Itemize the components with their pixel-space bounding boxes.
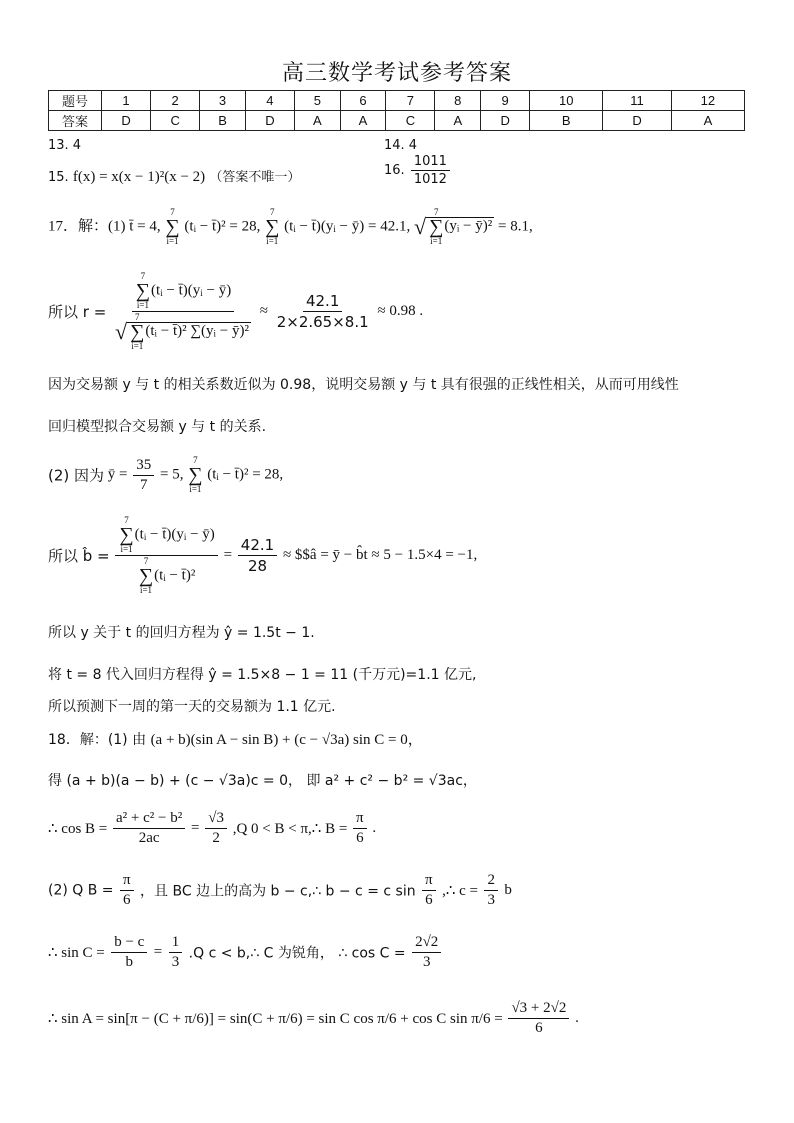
q17-part2-head: (2) 因为 xyxy=(48,466,105,485)
question-number: 12 xyxy=(671,91,744,111)
sum-symbol: 7 ∑ i=1 xyxy=(165,207,180,246)
answer-16-label: 16. xyxy=(384,163,405,178)
q17-sum-t: (tᵢ − t̄)² = 28, xyxy=(184,218,261,235)
q17-tbar: t̄ = 4, xyxy=(129,218,161,235)
q17-regression-equation: 所以 y 关于 t 的回归方程为 ŷ = 1.5t − 1. xyxy=(48,625,315,641)
fraction-numerator: 1011 xyxy=(411,154,450,171)
fraction-numerator: 42.1 xyxy=(238,536,277,556)
page-title: 高三数学考试参考答案 xyxy=(281,61,512,86)
q17-r-prefix: 所以 r = xyxy=(48,303,107,321)
q17-part2-line xyxy=(48,456,283,494)
fraction-denominator: 7 xyxy=(140,476,148,493)
fraction-denominator: 6 xyxy=(535,1020,543,1036)
q18-sina-end: . xyxy=(575,1010,579,1026)
fraction-denominator: 6 xyxy=(123,892,131,908)
q17-sum-ty: (tᵢ − t̄)(yᵢ − ȳ) = 42.1, xyxy=(284,218,411,235)
cosB-value-fraction xyxy=(205,810,227,847)
q17-b-formula: 所以 b̂ = 7 ∑ i=1 (tᵢ − t̄)(yᵢ − ȳ) 7 ∑ i=1 (tᵢ − t̄)² = $\frac{42.1}{28}$ ≈ $$â = ȳ − b̂t ≈ 5 − 1.5×4 = −1, xyxy=(48,515,478,595)
fraction-numerator: a² + c² − b² xyxy=(113,810,185,829)
equals-sign: = xyxy=(153,944,163,960)
fraction-denominator: (tᵢ − t̄)² xyxy=(154,567,196,584)
q18-part2-mid2: ,∴ c = xyxy=(442,883,478,899)
fraction-numerator: 2 xyxy=(484,872,498,891)
answer-cell: A xyxy=(340,111,386,131)
q17-para1: 因为交易额 y 与 t 的相关系数近似为 0.98，说明交易额 y 与 t 具有很强的正线性相关，从而可用线性 xyxy=(48,377,679,393)
fraction-denominator: 3 xyxy=(487,892,495,908)
q18-cos-tail: ,Q 0 < B < π,∴ B = xyxy=(232,821,348,837)
ybar-fraction xyxy=(133,457,154,494)
q18-line2: 得 (a + b)(a − b) + (c − √3a)c = 0， 即 a² + c² − b² = √3ac， xyxy=(48,773,477,789)
question-number: 5 xyxy=(294,91,340,111)
answer-cell: D xyxy=(481,111,530,131)
question-number: 4 xyxy=(245,91,294,111)
q18-sina-line: ∴ sin A = sin[π − (C + π/6)] = sin(C + π/6) = sin C cos π/6 + cos C sin π/6 = xyxy=(48,1011,503,1027)
fraction-denominator: 3 xyxy=(171,954,180,970)
fraction-numerator: 35 xyxy=(133,457,154,476)
question-number: 1 xyxy=(102,91,151,111)
q17-head: 17．解：(1) xyxy=(48,218,126,235)
answer-table-header-row xyxy=(49,91,745,111)
answer-cell: B xyxy=(200,111,246,131)
answer-cell: A xyxy=(435,111,481,131)
q17-b-tail: ≈ $$â = ȳ − b̂t ≈ 5 − 1.5×4 = −1, xyxy=(282,547,478,563)
fraction-numerator: 1 xyxy=(169,934,183,953)
answer-16-fraction xyxy=(411,154,450,187)
sum-symbol: 7 ∑ i=1 xyxy=(138,556,154,595)
sum-symbol: 7 ∑ i=1 xyxy=(429,207,444,246)
q18-part2-end: b xyxy=(504,882,512,898)
sinC-fraction xyxy=(111,934,147,971)
q18-sinA-line xyxy=(48,1000,579,1037)
fraction-numerator: π xyxy=(120,872,134,891)
sqrt-symbol: √ xyxy=(115,319,128,344)
fraction-denominator: 2×2.65×8.1 xyxy=(276,313,369,331)
q17-b-prefix: 所以 b̂ = xyxy=(48,547,110,565)
q17-prediction: 所以预测下一周的第一天的交易额为 1.1 亿元. xyxy=(48,699,336,715)
r-approx-fraction xyxy=(274,292,372,331)
q17-para2: 回归模型拟合交易额 y 与 t 的关系. xyxy=(48,419,267,435)
sqrt-symbol: √ xyxy=(413,214,427,239)
q18-part2-line xyxy=(48,872,512,909)
b-fraction xyxy=(115,516,217,595)
pi-over-6-fraction xyxy=(120,872,134,909)
answer-15 xyxy=(48,166,300,186)
equals-sign: = xyxy=(191,820,200,836)
cosC-fraction xyxy=(412,934,441,971)
q17-r-formula: 所以 r = 7 ∑ i=1 (tᵢ − t̄)(yᵢ − ȳ) √ 7 ∑ i=1 (tᵢ − t̄)² ∑(yᵢ − ȳ)² ≈ $\frac{42.1}{2\times 2.65\times 8.1}$ ≈ 0.98 . xyxy=(48,271,424,351)
fraction-numerator: 2√2 xyxy=(412,934,441,953)
fraction-numerator: (tᵢ − t̄)(yᵢ − ȳ) xyxy=(134,526,215,543)
fraction-numerator: (tᵢ − t̄)(yᵢ − ȳ) xyxy=(151,282,232,299)
b-value-fraction xyxy=(238,536,277,575)
q17-sum-y: (yᵢ − ȳ)² xyxy=(444,218,493,235)
q17-part2-sum: (tᵢ − t̄)² = 28, xyxy=(207,466,284,483)
q17-substitution: 将 t = 8 代入回归方程得 ŷ = 1.5×8 − 1 = 11 (千万元)=1.1 亿元, xyxy=(48,667,477,683)
q17-r-result: ≈ 0.98 . xyxy=(377,303,424,319)
fraction-numerator: b − c xyxy=(111,934,147,953)
question-number: 10 xyxy=(530,91,603,111)
q18-head: 18．解：(1) 由 xyxy=(48,732,147,748)
question-number: 6 xyxy=(340,91,386,111)
q18-sinc-prefix: ∴ sin C = xyxy=(48,945,105,961)
answer-cell: B xyxy=(530,111,603,131)
fraction-numerator: π xyxy=(422,872,436,891)
q18-sinC-line xyxy=(48,934,443,971)
c-ratio-fraction xyxy=(484,872,498,909)
fraction-denominator: 2ac xyxy=(138,830,160,846)
fraction-denominator: (tᵢ − t̄)² ∑(yᵢ − ȳ)² xyxy=(145,323,249,340)
q18-cos-prefix: ∴ cos B = xyxy=(48,821,108,837)
answer-cell: D xyxy=(603,111,672,131)
angle-B-fraction xyxy=(353,810,367,847)
question-number: 7 xyxy=(386,91,435,111)
fraction-numerator: π xyxy=(353,810,367,829)
sinA-fraction xyxy=(508,1000,569,1037)
question-number: 3 xyxy=(200,91,246,111)
fraction-denominator: 6 xyxy=(425,892,433,908)
q17-ybar-value: = 5, xyxy=(160,466,184,483)
q17-ybar: ȳ = xyxy=(107,466,128,483)
fraction-denominator: b xyxy=(125,954,134,970)
fraction-denominator: 28 xyxy=(247,557,268,575)
q17-line1 xyxy=(48,208,533,246)
answer-16 xyxy=(384,154,452,187)
fraction-numerator: √3 + 2√2 xyxy=(508,1000,569,1019)
pi-over-6-fraction xyxy=(422,872,436,909)
answer-cell: A xyxy=(671,111,744,131)
fraction-denominator: 3 xyxy=(422,954,431,970)
answer-cell: D xyxy=(245,111,294,131)
answer-cell: A xyxy=(294,111,340,131)
answer-cell: D xyxy=(102,111,151,131)
question-number: 2 xyxy=(151,91,200,111)
question-number: 11 xyxy=(603,91,672,111)
answer-table xyxy=(48,90,745,131)
sinC-value-fraction xyxy=(169,934,183,971)
table-label-answer: 答案 xyxy=(49,111,102,131)
answer-15-label: 15. xyxy=(48,170,69,185)
q18-part2-head: (2) Q B = xyxy=(48,882,114,899)
question-number: 9 xyxy=(481,91,530,111)
q17-sqrt-value: = 8.1, xyxy=(497,218,533,235)
fraction-denominator: 1012 xyxy=(413,172,447,187)
r-fraction xyxy=(112,272,254,351)
sum-symbol: 7 ∑ i=1 xyxy=(265,207,280,246)
answer-cell: C xyxy=(151,111,200,131)
q18-part2-mid: ，且 BC 边上的高为 b − c,∴ b − c = c sin xyxy=(140,883,416,900)
q18-head-equation: (a + b)(sin A − sin B) + (c − √3a) sin C = 0， xyxy=(150,732,423,748)
sum-symbol: 7 ∑ i=1 xyxy=(130,312,145,351)
answer-15-expression: f(x) = x(x − 1)²(x − 2) xyxy=(72,169,206,185)
fraction-denominator: 2 xyxy=(212,830,220,846)
q18-line1 xyxy=(48,728,423,749)
q18-cosB-line: ∴ cos B = $\frac{\text{a² + c² − b²}}{2ac}$ = $\frac{√3}{2}$ ,Q 0 < B < π,∴ B = $\frac{\pi}{6}$ . xyxy=(48,810,377,846)
fraction-numerator: √3 xyxy=(205,810,227,829)
sum-symbol: 7 ∑ i=1 xyxy=(135,271,151,310)
sum-symbol: 7 ∑ i=1 xyxy=(119,515,134,554)
answer-13: 13. 4 xyxy=(48,138,82,153)
answer-15-note: （答案不唯一） xyxy=(209,170,301,185)
q18-sinc-tail: .Q c < b,∴ C 为锐角， ∴ cos C = xyxy=(188,945,406,962)
sum-symbol: 7 ∑ i=1 xyxy=(188,455,203,494)
fraction-numerator: 42.1 xyxy=(303,292,342,312)
cosB-fraction xyxy=(113,810,185,847)
answer-table-answer-row xyxy=(49,111,745,131)
table-label-question: 题号 xyxy=(49,91,102,111)
answer-cell: C xyxy=(386,111,435,131)
answer-14: 14. 4 xyxy=(384,138,418,153)
question-number: 8 xyxy=(435,91,481,111)
fraction-denominator: 6 xyxy=(356,830,364,846)
